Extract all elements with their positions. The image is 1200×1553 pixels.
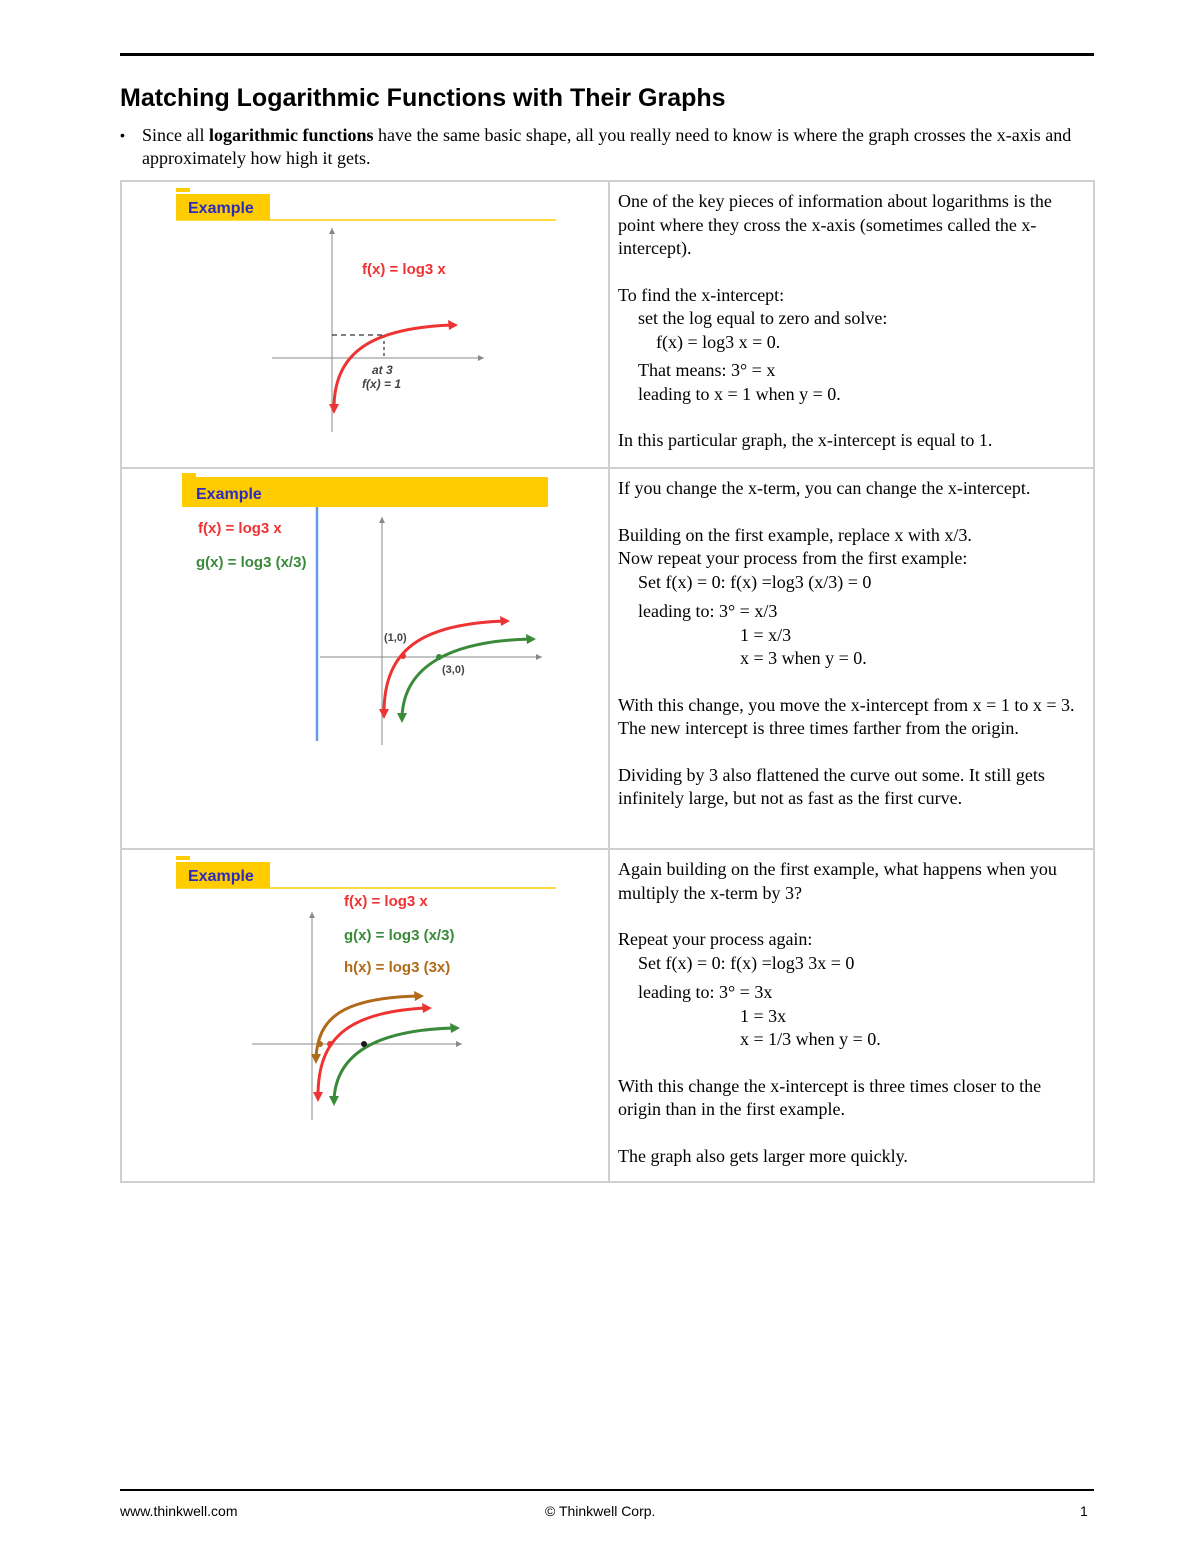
- text-para: 1 = x/3: [740, 624, 792, 645]
- curve-f: [334, 325, 452, 408]
- curve-g-arrow: [450, 1023, 460, 1033]
- badge-spark: [176, 856, 190, 860]
- intercept-f: [327, 1041, 333, 1047]
- curve-g-arrow-down: [397, 713, 407, 723]
- text-para: Building on the first example, replace x with x/3.: [618, 524, 972, 545]
- text-para: If you change the x-term, you can change the x-intercept.: [618, 478, 1031, 498]
- text-para: Repeat your process again:: [618, 929, 813, 949]
- top-rule: [120, 53, 1094, 56]
- curve-f-arrow-down: [329, 404, 339, 414]
- example-badge-label: Example: [196, 486, 262, 503]
- curve-g: [402, 639, 530, 717]
- example-badge-label: Example: [188, 868, 254, 885]
- curve-f-arrow: [422, 1003, 432, 1013]
- text-para: Set f(x) = 0: f(x) =log3 (x/3) = 0: [638, 571, 872, 592]
- badge-spark: [182, 473, 196, 477]
- text-para: Now repeat your process from the first example:: [618, 548, 968, 568]
- text-para: With this change, you move the x-intercept from x = 1 to x = 3. The new intercept is three times farther from the origin.: [618, 694, 1075, 738]
- label-point-a: at 3: [372, 363, 393, 377]
- examples-table: [120, 180, 1095, 1183]
- example-row-2: [121, 468, 1094, 849]
- text-para: That means: 3° = x: [638, 360, 776, 380]
- text-para: leading to: 3° = x/3: [638, 601, 778, 621]
- text-para: leading to x = 1 when y = 0.: [638, 383, 841, 404]
- text-para: f(x) = log3 x = 0.: [656, 331, 781, 352]
- footer-rule: [120, 1489, 1094, 1491]
- curve-h-arrow: [414, 991, 424, 1001]
- page-title: Matching Logarithmic Functions with Their Graphs: [120, 84, 726, 112]
- text-para: To find the x-intercept:: [618, 284, 785, 305]
- curve-f-arrow: [448, 320, 458, 330]
- curve-g-arrow: [526, 634, 536, 644]
- intercept-h: [317, 1041, 323, 1047]
- text-para: x = 3 when y = 0.: [740, 648, 867, 668]
- intercept-f: [400, 653, 406, 659]
- label-point-1: (1,0): [384, 632, 407, 644]
- example-row-3: [121, 849, 1094, 1182]
- curve-g-arrow-down: [329, 1096, 339, 1106]
- badge-spark: [176, 188, 190, 192]
- curve-g: [334, 1028, 454, 1100]
- example-2-figure: [121, 468, 609, 849]
- intro-bullet: [120, 124, 1100, 170]
- example-3-text: [609, 849, 1094, 1182]
- example-badge-label: Example: [188, 200, 254, 217]
- example-row-1: [121, 181, 1094, 468]
- footer-copyright: © Thinkwell Corp.: [545, 1503, 656, 1519]
- text-para: Again building on the first example, what happens when you multiply the x-term by 3?: [618, 859, 1057, 903]
- label-point-b: f(x) = 1: [362, 377, 402, 391]
- example-1-graph: [122, 182, 608, 462]
- text-para: Dividing by 3 also flattened the curve out some. It still gets infinitely large, but not as fast as the first curve.: [618, 764, 1045, 808]
- text-para: In this particular graph, the x-intercept is equal to 1.: [618, 430, 993, 450]
- y-axis-arrow: [329, 228, 335, 234]
- example-3-figure: [121, 849, 609, 1182]
- example-1-text: [609, 181, 1094, 468]
- y-axis-arrow: [309, 912, 315, 918]
- text-para: set the log equal to zero and solve:: [638, 308, 888, 328]
- example-2-graph: [122, 469, 608, 843]
- text-para: 1 = 3x: [740, 1005, 787, 1026]
- curve-h: [316, 996, 418, 1058]
- label-g: g(x) = log3 (x/3): [344, 927, 455, 944]
- intro-bold: logarithmic functions: [208, 125, 374, 145]
- text-para: The graph also gets larger more quickly.: [618, 1145, 908, 1166]
- text-para: x = 1/3 when y = 0.: [740, 1029, 881, 1049]
- label-h: h(x) = log3 (3x): [344, 959, 451, 976]
- footer-website-link[interactable]: www.thinkwell.com: [120, 1503, 238, 1519]
- text-para: leading to: 3° = 3x: [638, 982, 773, 1002]
- intro-text: [142, 124, 1100, 170]
- curve-f-arrow: [500, 616, 510, 626]
- label-f: f(x) = log3 x: [198, 520, 282, 537]
- example-2-text: [609, 468, 1094, 849]
- x-axis-arrow: [478, 355, 484, 361]
- example-3-graph: [122, 850, 608, 1176]
- curve-f-arrow-down: [313, 1092, 323, 1102]
- x-axis-arrow: [536, 654, 542, 660]
- intercept-g: [361, 1041, 367, 1047]
- intro-after: have the same basic shape, all you really need to know is where the graph crosses the x-axis and approximately how high it gets.: [142, 125, 1072, 168]
- intercept-g: [436, 654, 442, 660]
- x-axis-arrow: [456, 1041, 462, 1047]
- label-f: f(x) = log3 x: [362, 261, 446, 278]
- text-para: With this change the x-intercept is three times closer to the origin than in the first example.: [618, 1075, 1042, 1119]
- intro-before: Since all: [142, 125, 209, 145]
- curve-f: [318, 1008, 426, 1096]
- curve-f-arrow-down: [379, 709, 389, 719]
- text-para: Set f(x) = 0: f(x) =log3 3x = 0: [638, 952, 855, 973]
- example-1-figure: [121, 181, 609, 468]
- label-g: g(x) = log3 (x/3): [196, 554, 307, 571]
- label-point-2: (3,0): [442, 664, 465, 676]
- text-para: One of the key pieces of information about logarithms is the point where they cross the x-axis (sometimes called the x-intercept).: [618, 191, 1052, 258]
- bullet-marker: •: [120, 127, 125, 143]
- page-number: 1: [1080, 1503, 1088, 1519]
- y-axis-arrow: [379, 517, 385, 523]
- label-f: f(x) = log3 x: [344, 893, 428, 910]
